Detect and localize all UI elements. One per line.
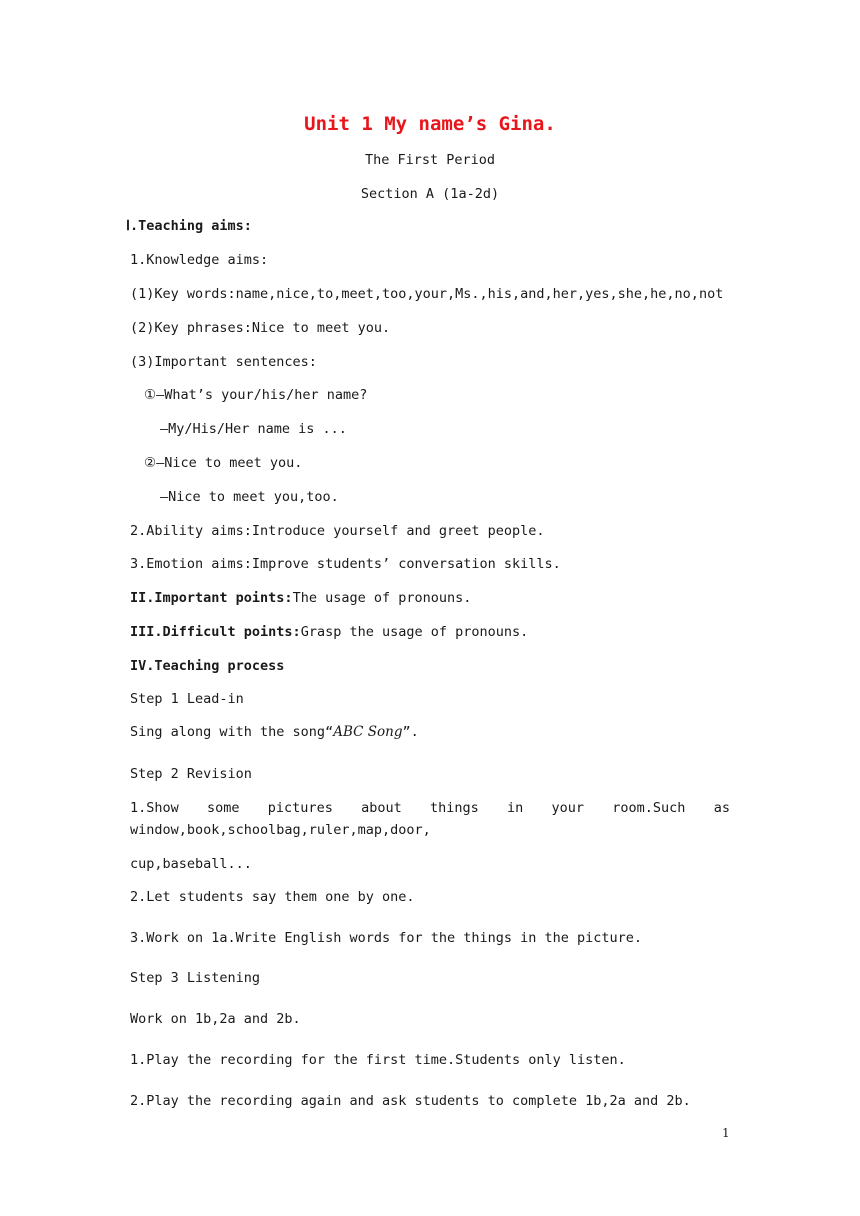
step3-intro: Work on 1b,2a and 2b.	[130, 1011, 301, 1027]
important-sentences: (3)Important sentences:	[130, 354, 317, 370]
aims-heading: Ⅰ.Teaching aims:	[126, 218, 252, 234]
sentence-1b: —My/His/Her name is ...	[160, 421, 347, 437]
step3-heading: Step 3 Listening	[130, 970, 261, 986]
page-number: 1	[722, 1126, 730, 1140]
step1-text: Sing along with the song“ABC Song”.	[130, 724, 419, 740]
document-title: Unit 1 My name’s Gina.	[304, 113, 556, 135]
difficult-points-text: Grasp the usage of pronouns.	[300, 624, 529, 640]
key-phrases: (2)Key phrases:Nice to meet you.	[130, 320, 391, 336]
sentence-2b: —Nice to meet you,too.	[160, 489, 339, 505]
sentence-1a: ①—What’s your/his/her name?	[144, 387, 368, 403]
song-title: ABC Song	[333, 724, 403, 740]
section-subtitle: Section A (1a-2d)	[360, 186, 500, 202]
step3-item2: 2.Play the recording again and ask students to complete 1b,2a and 2b.	[130, 1093, 691, 1109]
step1-heading: Step 1 Lead-in	[130, 691, 244, 707]
period-subtitle: The First Period	[364, 152, 496, 168]
key-words: (1)Key words:name,nice,to,meet,too,your,Ms.,his,and,her,yes,she,he,no,not	[130, 286, 724, 302]
important-points-label: II.Important points:	[130, 590, 293, 606]
important-points	[130, 588, 471, 608]
step2-heading: Step 2 Revision	[130, 766, 252, 782]
step3-item1: 1.Play the recording for the first time.Students only listen.	[130, 1052, 626, 1068]
step2-item2: 2.Let students say them one by one.	[130, 889, 415, 905]
sentence-2a: ②—Nice to meet you.	[144, 455, 303, 471]
step2-item1-line2: window,book,schoolbag,ruler,map,door,	[130, 822, 431, 838]
difficult-points-label: III.Difficult points:	[130, 624, 301, 640]
knowledge-aims: 1.Knowledge aims:	[130, 252, 269, 268]
step2-item3: 3.Work on 1a.Write English words for the things in the picture.	[130, 930, 643, 946]
difficult-points	[130, 622, 528, 642]
emotion-aims: 3.Emotion aims:Improve students’ conversation skills.	[130, 556, 561, 572]
step2-item1-line3: cup,baseball...	[130, 856, 252, 872]
important-points-text: The usage of pronouns.	[292, 590, 472, 606]
process-heading: IV.Teaching process	[130, 658, 285, 674]
ability-aims: 2.Ability aims:Introduce yourself and greet people.	[130, 523, 545, 539]
step2-item1-line1: 1.Show some pictures about things in your room.Such as	[130, 800, 730, 816]
